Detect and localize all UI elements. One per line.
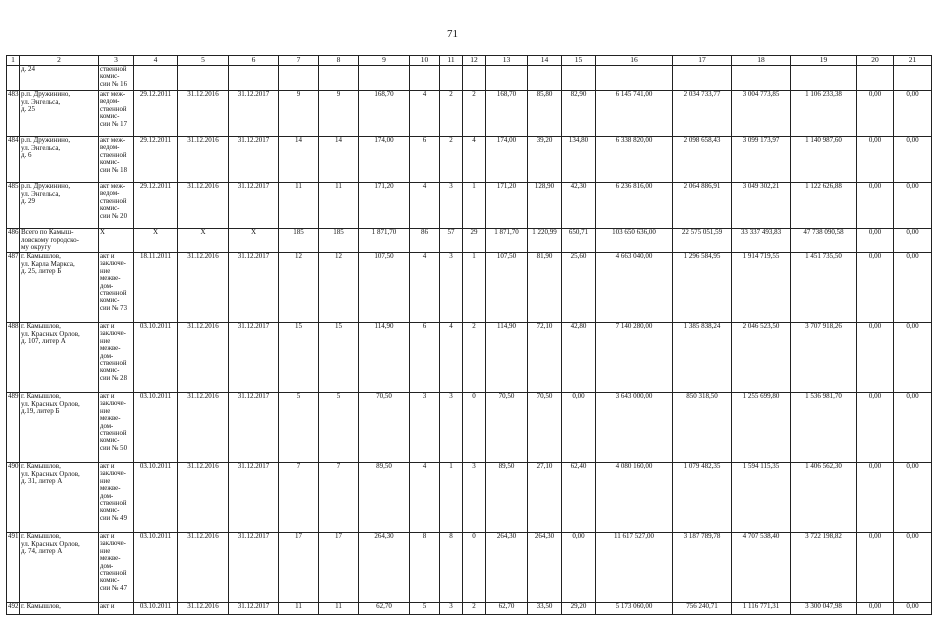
amount-cell: 1 116 771,31 [732,603,791,615]
value-cell: 185 [319,229,359,253]
amount-cell: 3 707 918,26 [791,323,857,393]
amount-cell: 0,00 [894,533,932,603]
value-cell: 62,70 [486,603,528,615]
column-header: 20 [857,56,894,66]
date-cell: 31.12.2016 [178,137,229,183]
table-row [7,463,932,533]
amount-cell: 3 004 773,85 [732,91,791,137]
amount-cell: 1 594 115,35 [732,463,791,533]
document-cell: ственной комис- сии № 16 [99,66,134,91]
value-cell: 264,30 [528,533,562,603]
value-cell: 42,80 [562,323,596,393]
row-number: 485 [7,183,20,229]
amount-cell: 0,00 [894,603,932,615]
date-cell: 03.10.2011 [134,393,178,463]
date-cell: 31.12.2017 [229,533,279,603]
value-cell: 15 [279,323,319,393]
value-cell: 0 [463,533,486,603]
amount-cell: 1 122 626,88 [791,183,857,229]
value-cell: 264,30 [486,533,528,603]
column-header: 8 [319,56,359,66]
data-table [6,55,932,615]
amount-cell: 7 140 280,00 [596,323,673,393]
value-cell: 57 [440,229,463,253]
amount-cell: 4 707 538,40 [732,533,791,603]
value-cell: 15 [319,323,359,393]
column-header: 16 [596,56,673,66]
date-cell: 29.12.2011 [134,91,178,137]
amount-cell [894,66,932,91]
amount-cell: 3 049 302,21 [732,183,791,229]
amount-cell [673,66,732,91]
amount-cell: 33 337 493,83 [732,229,791,253]
value-cell: 81,90 [528,253,562,323]
address-cell: р.п. Дружинино, ул. Энгельса, д. 25 [20,91,99,137]
value-cell: 5 [410,603,440,615]
row-number: 488 [7,323,20,393]
amount-cell: 0,00 [857,323,894,393]
value-cell: 4 [410,253,440,323]
value-cell: 4 [410,91,440,137]
value-cell: 1 [463,183,486,229]
value-cell: 11 [279,603,319,615]
amount-cell: 0,00 [857,253,894,323]
value-cell: 3 [440,393,463,463]
date-cell: 31.12.2016 [178,463,229,533]
amount-cell: 22 575 051,59 [673,229,732,253]
value-cell: 29,20 [562,603,596,615]
value-cell: 62,70 [359,603,410,615]
date-cell: 03.10.2011 [134,603,178,615]
document-cell: акт меж- ведом- ственной комис- сии № 18 [99,137,134,183]
amount-cell: 1 296 584,95 [673,253,732,323]
value-cell: 4 [410,183,440,229]
amount-cell: 1 140 987,60 [791,137,857,183]
table-row [7,393,932,463]
document-cell: акт меж- ведом- ственной комис- сии № 20 [99,183,134,229]
value-cell: 128,90 [528,183,562,229]
date-cell: 31.12.2017 [229,463,279,533]
column-header: 4 [134,56,178,66]
column-header: 7 [279,56,319,66]
column-header: 17 [673,56,732,66]
value-cell: 107,50 [486,253,528,323]
date-cell: 31.12.2017 [229,323,279,393]
address-cell: д. 24 [20,66,99,91]
date-cell: 31.12.2016 [178,393,229,463]
value-cell: 2 [440,137,463,183]
date-cell: 03.10.2011 [134,463,178,533]
column-header: 15 [562,56,596,66]
value-cell: 85,80 [528,91,562,137]
date-cell: 31.12.2016 [178,603,229,615]
amount-cell: 0,00 [894,253,932,323]
table-row [7,533,932,603]
amount-cell [857,66,894,91]
value-cell: 4 [410,463,440,533]
document-cell: акт и заключе- ние межве- дом- ственной комис- сии № 47 [99,533,134,603]
column-header: 13 [486,56,528,66]
row-number: 490 [7,463,20,533]
value-cell: 2 [440,91,463,137]
value-cell: 185 [279,229,319,253]
table-row [7,91,932,137]
value-cell: 168,70 [359,91,410,137]
value-cell: 174,00 [486,137,528,183]
amount-cell: 2 064 886,91 [673,183,732,229]
value-cell: 168,70 [486,91,528,137]
value-cell: 70,50 [486,393,528,463]
value-cell: 7 [279,463,319,533]
amount-cell: 0,00 [857,533,894,603]
amount-cell: 2 034 733,77 [673,91,732,137]
address-cell: р.п. Дружинино, ул. Энгельса, д. 6 [20,137,99,183]
document-cell: акт и [99,603,134,615]
value-cell: 3 [440,183,463,229]
row-number: 483 [7,91,20,137]
value-cell: 25,60 [562,253,596,323]
column-header: 2 [20,56,99,66]
amount-cell [732,66,791,91]
value-cell: 134,80 [562,137,596,183]
amount-cell: 6 236 816,00 [596,183,673,229]
value-cell: 264,30 [359,533,410,603]
value-cell: 17 [319,533,359,603]
column-header: 6 [229,56,279,66]
amount-cell: 0,00 [857,229,894,253]
value-cell: 8 [410,533,440,603]
value-cell: 11 [279,183,319,229]
table-row [7,253,932,323]
value-cell: 1 [463,253,486,323]
value-cell: 7 [319,463,359,533]
value-cell: 14 [319,137,359,183]
date-cell: 31.12.2017 [229,253,279,323]
date-cell [178,66,229,91]
amount-cell: 0,00 [857,137,894,183]
amount-cell: 756 240,71 [673,603,732,615]
value-cell: 3 [440,253,463,323]
amount-cell: 1 106 233,38 [791,91,857,137]
value-cell: 2 [463,91,486,137]
amount-cell: 103 650 636,00 [596,229,673,253]
address-cell: г. Камышлов, [20,603,99,615]
amount-cell: 4 080 160,00 [596,463,673,533]
address-cell: г. Камышлов, ул. Красных Орлов, д. 31, литер А [20,463,99,533]
header-row [7,56,932,66]
value-cell: 171,20 [359,183,410,229]
value-cell: 89,50 [359,463,410,533]
value-cell: 62,40 [562,463,596,533]
amount-cell: 6 338 820,00 [596,137,673,183]
amount-cell: 1 406 562,30 [791,463,857,533]
amount-cell: 850 318,50 [673,393,732,463]
amount-cell [596,66,673,91]
value-cell: 3 [410,393,440,463]
value-cell: 650,71 [562,229,596,253]
value-cell: 27,10 [528,463,562,533]
date-cell: 31.12.2016 [178,533,229,603]
amount-cell: 0,00 [894,393,932,463]
column-header: 10 [410,56,440,66]
date-cell: 31.12.2017 [229,183,279,229]
row-number: 486 [7,229,20,253]
date-cell: 31.12.2016 [178,91,229,137]
value-cell: 1 220,99 [528,229,562,253]
value-cell: 0,00 [562,533,596,603]
amount-cell: 47 738 090,58 [791,229,857,253]
date-cell: X [178,229,229,253]
date-cell: X [229,229,279,253]
value-cell: 86 [410,229,440,253]
amount-cell: 3 300 047,98 [791,603,857,615]
amount-cell: 0,00 [894,323,932,393]
column-header: 1 [7,56,20,66]
table-row [7,183,932,229]
amount-cell: 3 099 173,97 [732,137,791,183]
amount-cell: 3 187 789,78 [673,533,732,603]
row-number: 492 [7,603,20,615]
value-cell: 0 [463,393,486,463]
value-cell [463,66,486,91]
amount-cell: 0,00 [857,183,894,229]
value-cell: 42,30 [562,183,596,229]
date-cell: X [134,229,178,253]
value-cell: 14 [279,137,319,183]
amount-cell: 2 046 523,50 [732,323,791,393]
date-cell: 31.12.2017 [229,393,279,463]
value-cell: 12 [279,253,319,323]
address-cell: г. Камышлов, ул. Красных Орлов, д. 74, литер А [20,533,99,603]
amount-cell: 1 079 482,35 [673,463,732,533]
date-cell: 31.12.2016 [178,183,229,229]
value-cell: 12 [319,253,359,323]
value-cell [319,66,359,91]
amount-cell: 2 098 658,43 [673,137,732,183]
amount-cell: 0,00 [894,183,932,229]
table-row [7,66,932,91]
value-cell: 0,00 [562,393,596,463]
value-cell [486,66,528,91]
date-cell: 31.12.2016 [178,253,229,323]
amount-cell: 3 722 198,82 [791,533,857,603]
amount-cell: 0,00 [894,463,932,533]
document-cell: акт и заключе- ние межве- дом- ственной комис- сии № 49 [99,463,134,533]
value-cell: 29 [463,229,486,253]
date-cell: 31.12.2017 [229,603,279,615]
address-cell: г. Камышлов, ул. Карла Маркса, д. 25, литер Б [20,253,99,323]
value-cell [410,66,440,91]
amount-cell: 1 255 699,80 [732,393,791,463]
value-cell: 4 [463,137,486,183]
amount-cell: 0,00 [857,91,894,137]
column-header: 14 [528,56,562,66]
value-cell: 6 [410,137,440,183]
amount-cell: 0,00 [857,463,894,533]
value-cell: 17 [279,533,319,603]
amount-cell: 0,00 [857,603,894,615]
date-cell: 03.10.2011 [134,533,178,603]
value-cell: 33,50 [528,603,562,615]
value-cell: 2 [463,603,486,615]
amount-cell: 1 914 719,55 [732,253,791,323]
column-header: 21 [894,56,932,66]
column-header: 9 [359,56,410,66]
column-header: 5 [178,56,229,66]
date-cell: 31.12.2017 [229,137,279,183]
page-number: 71 [447,28,458,40]
value-cell: 107,50 [359,253,410,323]
value-cell: 82,90 [562,91,596,137]
document-cell: X [99,229,134,253]
value-cell: 171,20 [486,183,528,229]
value-cell: 114,90 [486,323,528,393]
amount-cell: 5 173 060,00 [596,603,673,615]
value-cell: 39,20 [528,137,562,183]
value-cell: 5 [319,393,359,463]
table-row [7,229,932,253]
value-cell: 174,00 [359,137,410,183]
value-cell: 5 [279,393,319,463]
date-cell: 29.12.2011 [134,183,178,229]
value-cell: 89,50 [486,463,528,533]
row-number: 484 [7,137,20,183]
date-cell [134,66,178,91]
row-number: 491 [7,533,20,603]
value-cell: 70,50 [528,393,562,463]
value-cell: 3 [440,603,463,615]
value-cell: 11 [319,183,359,229]
amount-cell: 4 663 040,00 [596,253,673,323]
row-number [7,66,20,91]
amount-cell: 0,00 [894,137,932,183]
date-cell: 29.12.2011 [134,137,178,183]
value-cell: 9 [279,91,319,137]
amount-cell: 3 643 000,00 [596,393,673,463]
value-cell: 11 [319,603,359,615]
address-cell: Всего по Камыш- ловскому городско- му округу [20,229,99,253]
value-cell: 72,10 [528,323,562,393]
document-cell: акт и заключе- ние межве- дом- ственной комис- сии № 50 [99,393,134,463]
value-cell: 1 871,70 [359,229,410,253]
amount-cell: 6 145 741,00 [596,91,673,137]
date-cell: 31.12.2016 [178,323,229,393]
value-cell [279,66,319,91]
value-cell: 3 [463,463,486,533]
amount-cell: 11 617 527,00 [596,533,673,603]
table-row [7,137,932,183]
value-cell [528,66,562,91]
column-header: 11 [440,56,463,66]
row-number: 487 [7,253,20,323]
value-cell [359,66,410,91]
value-cell: 70,50 [359,393,410,463]
value-cell: 4 [440,323,463,393]
value-cell: 9 [319,91,359,137]
value-cell [562,66,596,91]
value-cell: 8 [440,533,463,603]
document-cell: акт и заключе- ние межве- дом- ственной комис- сии № 73 [99,253,134,323]
address-cell: г. Камышлов, ул. Красных Орлов, д. 107, литер А [20,323,99,393]
table-row [7,323,932,393]
value-cell: 2 [463,323,486,393]
address-cell: г. Камышлов, ул. Красных Орлов, д.19, литер Б [20,393,99,463]
value-cell: 114,90 [359,323,410,393]
date-cell [229,66,279,91]
date-cell: 18.11.2011 [134,253,178,323]
document-cell: акт и заключе- ние межве- дом- ственной комис- сии № 28 [99,323,134,393]
address-cell: р.п. Дружинино, ул. Энгельса, д. 29 [20,183,99,229]
row-number: 489 [7,393,20,463]
column-header: 3 [99,56,134,66]
amount-cell: 1 536 981,70 [791,393,857,463]
column-header: 18 [732,56,791,66]
table-row [7,603,932,615]
date-cell: 31.12.2017 [229,91,279,137]
value-cell: 1 [440,463,463,533]
amount-cell: 0,00 [894,91,932,137]
date-cell: 03.10.2011 [134,323,178,393]
amount-cell: 1 385 838,24 [673,323,732,393]
column-header: 19 [791,56,857,66]
column-header: 12 [463,56,486,66]
value-cell: 1 871,70 [486,229,528,253]
amount-cell: 0,00 [857,393,894,463]
document-cell: акт меж- ведом- ственной комис- сии № 17 [99,91,134,137]
amount-cell: 1 451 735,50 [791,253,857,323]
value-cell [440,66,463,91]
amount-cell: 0,00 [894,229,932,253]
value-cell: 6 [410,323,440,393]
amount-cell [791,66,857,91]
